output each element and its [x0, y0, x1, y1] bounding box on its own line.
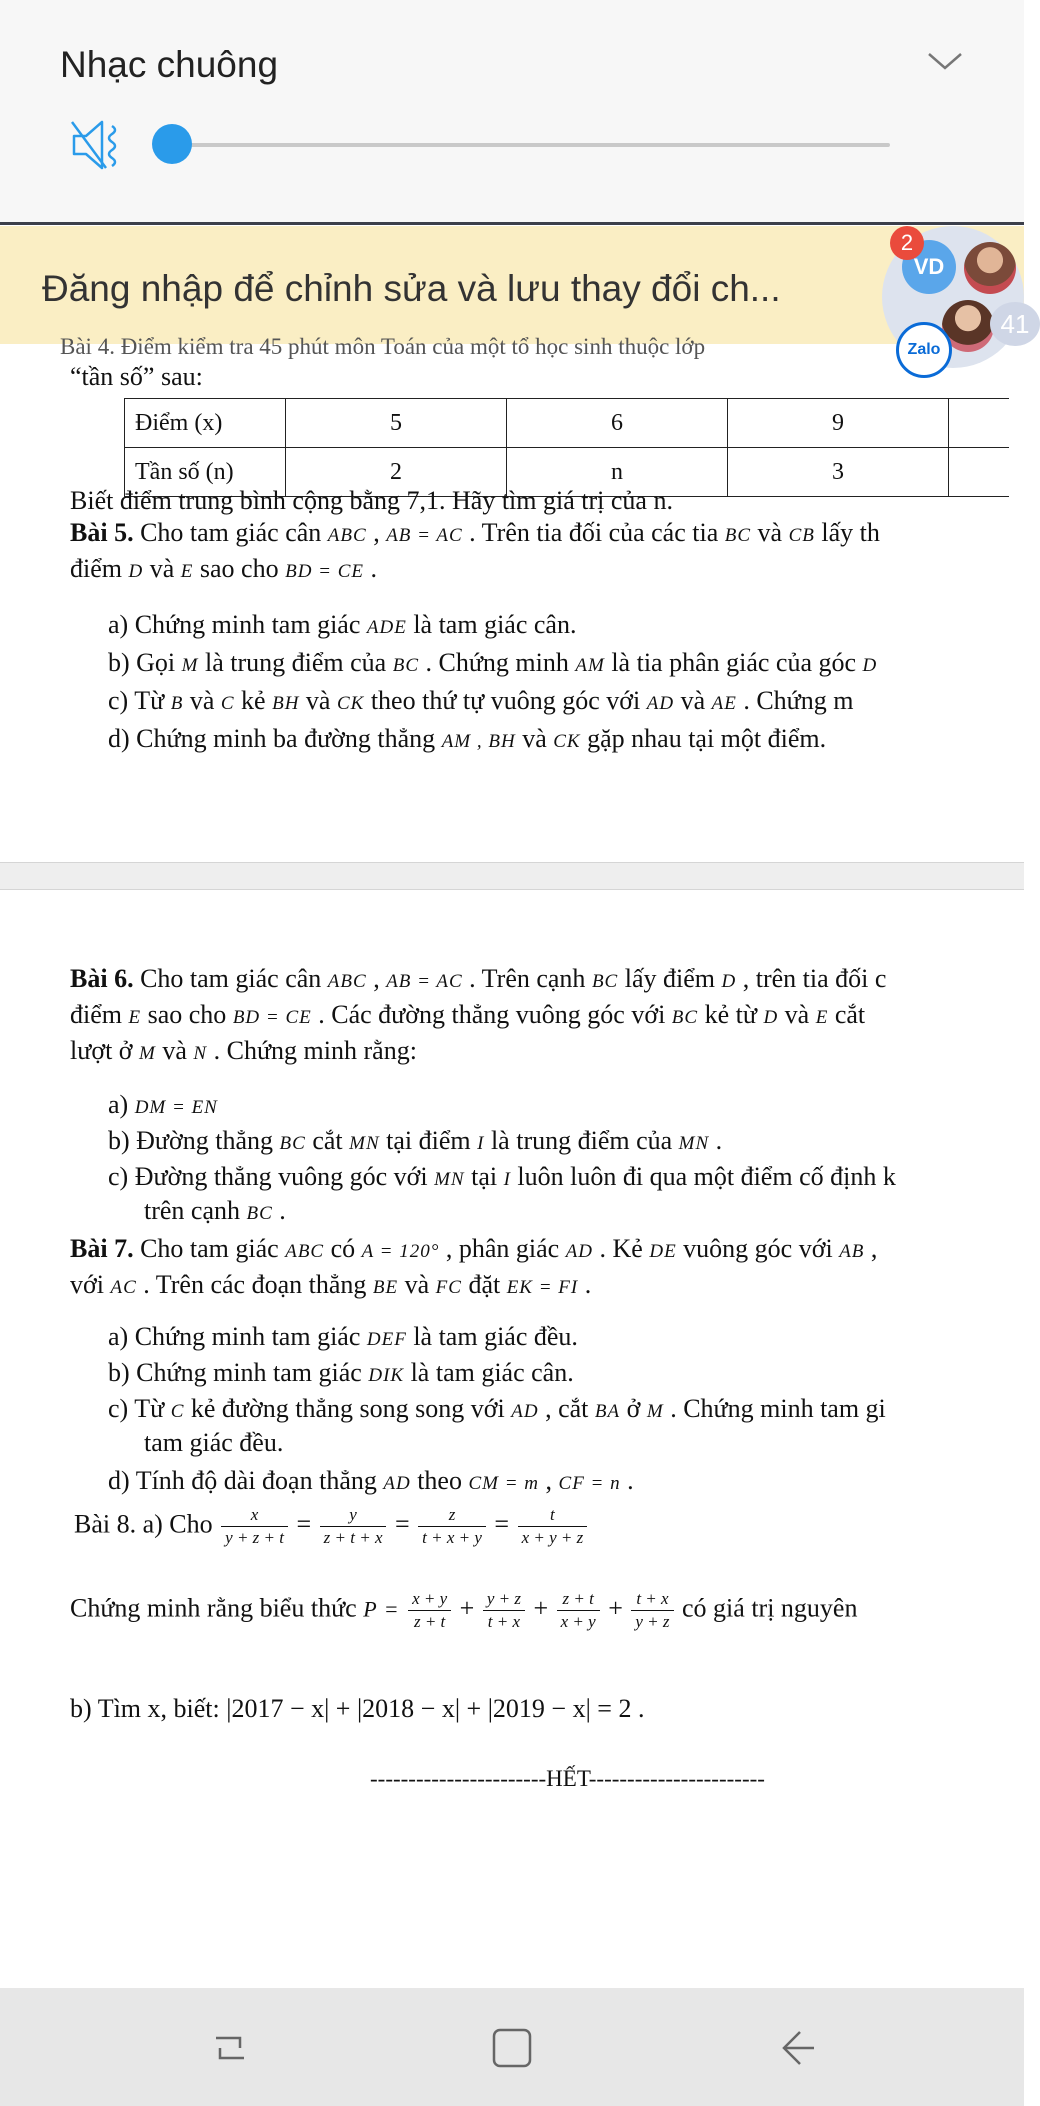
text: và: [155, 1036, 194, 1065]
text: . Chứng m: [736, 686, 854, 715]
text: . Trên các đoạn thẳng: [136, 1270, 373, 1299]
math: AE: [711, 693, 737, 714]
text: kẻ đường thẳng song song với: [184, 1394, 512, 1423]
math: CB: [788, 525, 815, 546]
table-cell: n: [507, 448, 728, 497]
math: CK: [553, 731, 581, 752]
ringtone-volume-slider[interactable]: [150, 120, 890, 170]
volume-panel: [0, 0, 1024, 225]
math: DE: [649, 1241, 677, 1262]
text: .: [272, 1196, 286, 1225]
text: Chứng minh rằng biểu thức: [70, 1593, 357, 1623]
text: ,: [366, 518, 387, 547]
bai8-expression-p: [70, 1588, 857, 1633]
table-intro: “tần số” sau:: [70, 362, 203, 391]
math: M: [181, 655, 199, 676]
navigation-bar: [0, 1988, 1024, 2106]
math: BD = CE: [285, 561, 365, 582]
math: ABC: [285, 1241, 325, 1262]
bai6-item-a: [108, 1090, 218, 1120]
math: DM = EN: [134, 1097, 218, 1118]
text: có giá trị nguyên: [682, 1593, 858, 1623]
text: . Trên cạnh: [462, 964, 592, 993]
exercise-label: Bài 7.: [70, 1234, 134, 1263]
fraction: [483, 1588, 525, 1633]
text: sao cho: [141, 1000, 233, 1029]
bai5-line2: [70, 554, 377, 584]
document-page: [0, 890, 1024, 1990]
text: c) Từ: [108, 1394, 171, 1423]
bai7-item-c-cont: tam giác đều.: [144, 1428, 284, 1457]
text: và: [299, 686, 337, 715]
math: MN: [349, 1133, 380, 1154]
text: .: [620, 1466, 634, 1495]
plus-sign: +: [533, 1593, 549, 1623]
bai6-item-b: [108, 1126, 722, 1156]
text: a): [108, 1090, 135, 1119]
text: ,: [366, 964, 387, 993]
math: BC: [724, 525, 752, 546]
text: là trung điểm của: [484, 1126, 679, 1155]
login-banner-text[interactable]: Đăng nhập để chỉnh sửa và lưu thay đổi ch...: [42, 268, 781, 309]
text: b) Tìm x, biết:: [70, 1694, 220, 1723]
math: EK = FI: [506, 1277, 579, 1298]
table-cell: 9: [728, 399, 949, 448]
zalo-logo: Zalo: [896, 322, 952, 378]
denominator: x + y: [560, 1612, 596, 1631]
text: d) Chứng minh ba đường thẳng: [108, 724, 442, 753]
math: BC: [392, 655, 419, 676]
exercise-label: Bài 6.: [70, 964, 134, 993]
text: và: [778, 1000, 816, 1029]
math: BC: [591, 971, 619, 992]
table-cell: [949, 399, 1010, 448]
math: ABC: [327, 971, 367, 992]
text: là tia phân giác của góc: [604, 648, 863, 677]
math: BH: [272, 693, 300, 714]
math: D: [128, 561, 144, 582]
text: d) Tính độ dài đoạn thẳng: [108, 1466, 384, 1495]
text: Cho tam giác cân: [133, 518, 328, 547]
math: AC: [110, 1277, 137, 1298]
slider-track: [166, 143, 890, 147]
back-icon[interactable]: [764, 2018, 824, 2078]
text: kẻ từ: [698, 1000, 764, 1029]
table-cell: Điểm (x): [125, 399, 286, 448]
table-note: Biết điểm trung bình cộng bằng 7,1. Hãy tìm giá trị của n.: [70, 486, 673, 515]
speaker-muted-icon[interactable]: [70, 118, 132, 172]
math: AD: [565, 1241, 594, 1262]
text: sao cho: [193, 554, 286, 583]
text: lượt ở: [70, 1036, 140, 1065]
text: ở: [620, 1394, 647, 1423]
table-cell: [949, 448, 1010, 497]
bai8-part-a: [74, 1504, 589, 1549]
math: BE: [372, 1277, 399, 1298]
bai6-item-c-cont: [144, 1196, 286, 1226]
math: P =: [363, 1596, 400, 1622]
numerator: z + t: [557, 1588, 600, 1611]
fraction: [518, 1504, 588, 1549]
math: M: [646, 1401, 664, 1422]
exercise-label: Bài 5.: [70, 518, 134, 547]
more-count: 41: [990, 302, 1040, 346]
text: gặp nhau tại một điểm.: [580, 724, 827, 753]
table-cell: 5: [286, 399, 507, 448]
text: và: [143, 554, 181, 583]
text: .: [364, 554, 378, 583]
text: trên cạnh: [144, 1196, 247, 1225]
volume-panel-title: Nhạc chuông: [60, 44, 279, 85]
math: DEF: [366, 1329, 407, 1350]
avatar: [964, 242, 1016, 294]
cut-off-line: Bài 4. Điểm kiểm tra 45 phút môn Toán của một tổ học sinh thuộc lớp: [60, 334, 706, 359]
numerator: t: [518, 1504, 588, 1527]
chevron-down-icon[interactable]: [925, 50, 965, 74]
math: BC: [671, 1007, 699, 1028]
table-cell: 6: [507, 399, 728, 448]
math: AM: [575, 655, 605, 676]
text: . Chứng minh: [419, 648, 576, 677]
denominator: x + y + z: [521, 1528, 584, 1547]
math: N: [193, 1043, 208, 1064]
math: B: [170, 693, 184, 714]
text: . Kẻ: [593, 1234, 650, 1263]
text: luôn luôn đi qua một điểm cố định k: [510, 1162, 896, 1191]
fraction: [557, 1588, 600, 1633]
denominator: t + x + y: [422, 1528, 482, 1547]
bai8-part-b: [70, 1694, 644, 1724]
text: là tam giác cân.: [404, 1358, 574, 1387]
bai7-item-c: [108, 1394, 886, 1424]
text: . Chứng minh tam gi: [663, 1394, 886, 1423]
avatar-initials: VD: [902, 240, 956, 294]
exercise-label: Bài 8. a) Cho: [74, 1509, 213, 1539]
text: kẻ: [234, 686, 273, 715]
text: Cho tam giác cân: [133, 964, 328, 993]
text: và: [183, 686, 221, 715]
text: và: [674, 686, 712, 715]
text: với: [70, 1270, 111, 1299]
text: , trên tia đối c: [736, 964, 887, 993]
text: và: [515, 724, 554, 753]
text: lấy th: [814, 518, 880, 547]
math: ADE: [366, 617, 407, 638]
numerator: t + x: [631, 1588, 673, 1611]
math: BC: [246, 1203, 273, 1224]
text: a) Chứng minh tam giác: [108, 610, 367, 639]
math: D: [862, 655, 878, 676]
math: E: [128, 1007, 142, 1028]
math: BA: [594, 1401, 621, 1422]
text: ,: [539, 1466, 559, 1495]
frequency-table: [124, 398, 1009, 497]
text: Cho tam giác: [133, 1234, 286, 1263]
text: . Trên tia đối của các tia: [462, 518, 725, 547]
text: cắt: [828, 1000, 866, 1029]
denominator: y + z + t: [225, 1528, 284, 1547]
text: cắt: [305, 1126, 350, 1155]
denominator: y + z: [635, 1612, 670, 1631]
text: vuông góc với: [676, 1234, 840, 1263]
math: D: [721, 971, 737, 992]
math: MN: [434, 1169, 465, 1190]
math: AD: [383, 1473, 411, 1494]
home-icon[interactable]: [482, 2018, 542, 2078]
slider-thumb[interactable]: [152, 124, 192, 164]
bai5-item-c: [108, 686, 854, 716]
bai5-item-b: [108, 648, 877, 678]
math: BD = CE: [232, 1007, 312, 1028]
text: . Chứng minh rằng:: [207, 1036, 417, 1065]
numerator: x: [221, 1504, 288, 1527]
bai6-line1: [70, 964, 886, 994]
text: ,: [864, 1234, 878, 1263]
bai6-line2: [70, 1000, 865, 1030]
text: c) Đường thẳng vuông góc với: [108, 1162, 435, 1191]
bai5-item-a: [108, 610, 576, 640]
math: I: [503, 1169, 511, 1190]
math: ABC: [327, 525, 367, 546]
equals-sign: =: [296, 1509, 312, 1539]
text: theo: [410, 1466, 469, 1495]
bai7-item-a: [108, 1322, 578, 1352]
math: C: [220, 693, 235, 714]
math: A = 120°: [361, 1241, 440, 1262]
fraction: [320, 1504, 387, 1549]
bai5-item-d: [108, 724, 826, 754]
math: AB: [839, 1241, 865, 1262]
text: , cắt: [538, 1394, 595, 1423]
bai6-item-c: [108, 1162, 896, 1192]
math: AD: [646, 693, 675, 714]
denominator: z + t: [413, 1612, 446, 1631]
bai7-line1: [70, 1234, 877, 1264]
text: đặt: [461, 1270, 507, 1299]
text: b) Gọi: [108, 648, 182, 677]
math: E: [180, 561, 194, 582]
table-cell: 3: [728, 448, 949, 497]
equals-sign: =: [494, 1509, 510, 1539]
math: CM = m: [468, 1473, 540, 1494]
math: AB = AC: [386, 525, 463, 546]
text: và: [398, 1270, 436, 1299]
unread-badge: 2: [890, 226, 924, 260]
equals-sign: =: [394, 1509, 410, 1539]
text: b) Chứng minh tam giác: [108, 1358, 369, 1387]
numerator: y + z: [483, 1588, 525, 1611]
fraction: [631, 1588, 673, 1633]
math: AD: [511, 1401, 539, 1422]
text: tại điểm: [379, 1126, 478, 1155]
math: AB = AC: [386, 971, 463, 992]
text: theo thứ tự vuông góc với: [364, 686, 647, 715]
bai6-line3: [70, 1036, 417, 1066]
table-cell: 2: [286, 448, 507, 497]
bai7-item-b: [108, 1358, 574, 1388]
end-marker: -----------------------HẾT-----------------------: [370, 1766, 765, 1791]
math: E: [815, 1007, 829, 1028]
numerator: x + y: [408, 1588, 451, 1611]
text: c) Từ: [108, 686, 171, 715]
bai7-line2: [70, 1270, 591, 1300]
text: là tam giác đều.: [406, 1322, 578, 1351]
denominator: z + t + x: [323, 1528, 383, 1547]
table-cell: Tần số (n): [125, 448, 286, 497]
math-expression: |2017 − x| + |2018 − x| + |2019 − x| = 2 .: [226, 1694, 645, 1723]
recent-apps-icon[interactable]: [200, 2018, 260, 2078]
text: điểm: [70, 554, 129, 583]
denominator: t + x: [487, 1612, 521, 1631]
text: tại: [464, 1162, 504, 1191]
plus-sign: +: [459, 1593, 475, 1623]
text: lấy điểm: [618, 964, 722, 993]
math: BC: [279, 1133, 306, 1154]
text: .: [578, 1270, 592, 1299]
math: DIK: [368, 1365, 405, 1386]
text: . Các đường thẳng vuông góc với: [311, 1000, 672, 1029]
text: và: [751, 518, 789, 547]
text: là tam giác cân.: [406, 610, 577, 639]
text: có: [324, 1234, 362, 1263]
fraction: [418, 1504, 486, 1549]
math: D: [763, 1007, 779, 1028]
plus-sign: +: [608, 1593, 623, 1623]
numerator: z: [418, 1504, 486, 1527]
page-separator: [0, 862, 1024, 890]
math: AM , BH: [441, 731, 516, 752]
math: CF = n: [558, 1473, 621, 1494]
document-page: [0, 334, 1024, 864]
bai7-item-d: [108, 1466, 634, 1496]
numerator: y: [320, 1504, 387, 1527]
text: .: [709, 1126, 723, 1155]
math: FC: [435, 1277, 462, 1298]
text: là trung điểm của: [198, 648, 393, 677]
math: M: [139, 1043, 156, 1064]
table-row: [125, 399, 1010, 448]
math: CK: [336, 693, 365, 714]
math: MN: [678, 1133, 710, 1154]
text: , phân giác: [439, 1234, 566, 1263]
text: a) Chứng minh tam giác: [108, 1322, 367, 1351]
math: I: [477, 1133, 485, 1154]
fraction: [221, 1504, 288, 1549]
math: C: [170, 1401, 185, 1422]
text: điểm: [70, 1000, 129, 1029]
bai5-line1: [70, 518, 880, 548]
text: b) Đường thẳng: [108, 1126, 280, 1155]
fraction: [408, 1588, 451, 1633]
